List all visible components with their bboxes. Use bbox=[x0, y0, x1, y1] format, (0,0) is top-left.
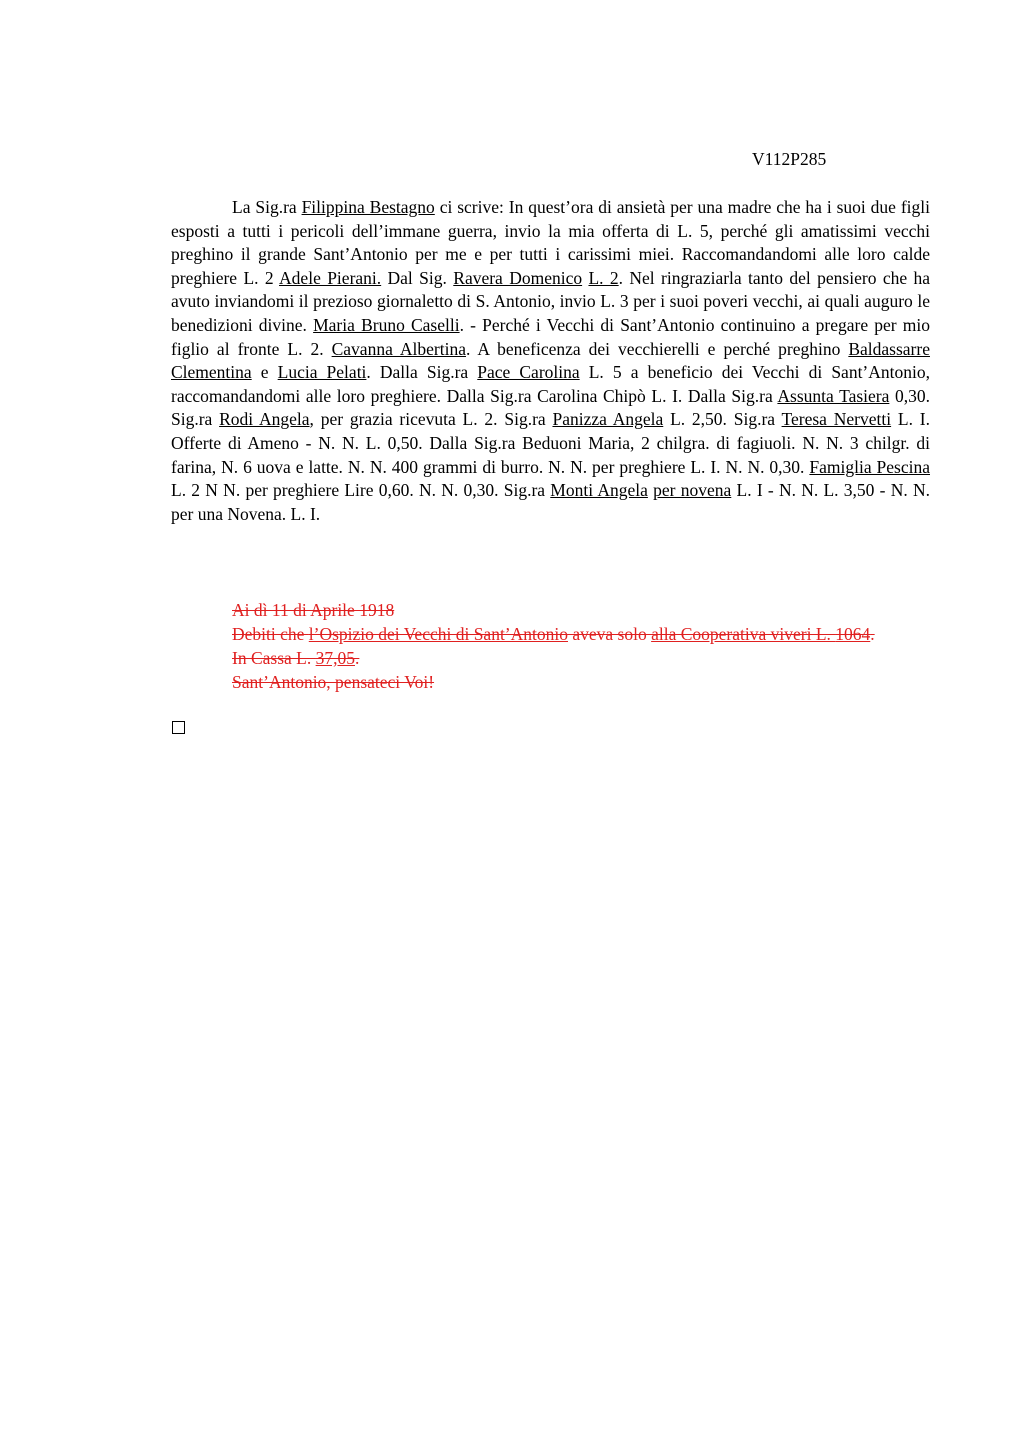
text-run: 0,30. Sig.ra bbox=[171, 385, 930, 430]
text-run: La Sig.ra bbox=[232, 197, 302, 217]
struck-underlined-run: l’Ospizio dei Vecchi di Sant’Antonio bbox=[308, 624, 568, 644]
struck-underlined-run: 37,05 bbox=[315, 648, 355, 668]
struck-out-note bbox=[171, 598, 930, 694]
underlined-name: per novena bbox=[653, 480, 732, 501]
text-run: L. 5 a beneficio dei Vecchi di Sant’Antonio, raccomandandomi alle loro preghiere. Dalla Sig.ra Carolina Chipò L. I. Dalla Sig.ra bbox=[171, 362, 930, 406]
struck-line bbox=[171, 670, 930, 694]
underlined-name: Maria Bruno Caselli bbox=[313, 314, 460, 335]
underlined-name: Monti Angela bbox=[550, 480, 648, 501]
underlined-name: Filippina Bestagno bbox=[301, 197, 435, 217]
text-run: . Nel ringraziarla tanto del pensiero che ha avuto inviandomi il prezioso giornaletto di S. Antonio, invio L. 3 per i suoi poveri vecchi, ai quali auguro le benedizioni divine. bbox=[171, 267, 930, 335]
underlined-name: Lucia Pelati bbox=[277, 362, 367, 383]
struck-run: In Cassa L. bbox=[232, 648, 316, 668]
struck-run: . bbox=[354, 648, 360, 668]
struck-underlined-run: 1064 bbox=[835, 624, 871, 644]
text-run: . Dalla Sig.ra bbox=[366, 362, 478, 383]
page-id: V112P285 bbox=[752, 149, 827, 169]
struck-run: Sant’Antonio, pensateci Voi! bbox=[232, 672, 435, 692]
struck-run: aveva solo bbox=[568, 624, 652, 644]
struck-underlined-run: alla Cooperativa viveri L. bbox=[651, 624, 836, 644]
donation-paragraph bbox=[171, 196, 930, 526]
struck-line bbox=[171, 646, 930, 670]
underlined-name: Baldassarre Clementina bbox=[171, 338, 930, 383]
underlined-name: Panizza Angela bbox=[552, 409, 664, 430]
text-run: L. 2,50. Sig.ra bbox=[663, 409, 782, 430]
text-run: e bbox=[251, 362, 278, 383]
text-run: L. I. Offerte di Ameno - N. N. L. 0,50. Dalla Sig.ra Beduoni Maria, 2 chilgra. di fagiuoli. N. N. 3 chilgr. di farina, N. 6 uova e latte. N. N. 400 grammi di burro. N. N. per preghiere L. I. N. N. 0,30. bbox=[171, 409, 930, 477]
underlined-name: Ravera Domenico bbox=[453, 267, 583, 288]
underlined-name: Teresa Nervetti bbox=[781, 409, 892, 430]
underlined-name: L. 2 bbox=[588, 267, 619, 288]
struck-line bbox=[171, 622, 930, 646]
underlined-name: Cavanna Albertina bbox=[331, 338, 466, 359]
underlined-name: Adele Pierani. bbox=[279, 267, 382, 288]
text-run: ci scrive: In quest’ora di ansietà per una madre che ha i suoi due figli esposti a tutti i pericoli dell’immane guerra, invio la mia offerta di L. 5, perché gli amatissimi vecchi preghino il grande Sant’Antonio per me e per tutti i carissimi miei. Raccomandandomi alle loro calde preghiere L. 2 bbox=[171, 197, 930, 288]
struck-run: Debiti che bbox=[232, 624, 309, 644]
struck-run: . bbox=[870, 624, 875, 644]
text-run: . - Perché i Vecchi di Sant’Antonio continuino a pregare per mio figlio al fronte L. 2. bbox=[171, 314, 930, 359]
text-run: . A beneficenza dei vecchierelli e perché preghino bbox=[465, 338, 849, 359]
text-run: Dal Sig. bbox=[381, 267, 454, 288]
text-run: L. I - N. N. L. 3,50 - N. N. per una Novena. L. I. bbox=[171, 480, 931, 524]
underlined-name: Famiglia Pescina bbox=[809, 456, 930, 477]
struck-run: Ai dì 11 di Aprile 1918 bbox=[232, 600, 395, 620]
checkbox-square-icon bbox=[172, 721, 185, 734]
text-run: L. 2 N N. per preghiere Lire 0,60. N. N. 0,30. Sig.ra bbox=[171, 480, 551, 501]
underlined-name: Assunta Tasiera bbox=[777, 385, 890, 406]
underlined-name: Rodi Angela bbox=[219, 409, 310, 430]
underlined-name: Pace Carolina bbox=[477, 362, 580, 383]
text-run: , per grazia ricevuta L. 2. Sig.ra bbox=[309, 409, 553, 430]
struck-line bbox=[171, 598, 930, 622]
